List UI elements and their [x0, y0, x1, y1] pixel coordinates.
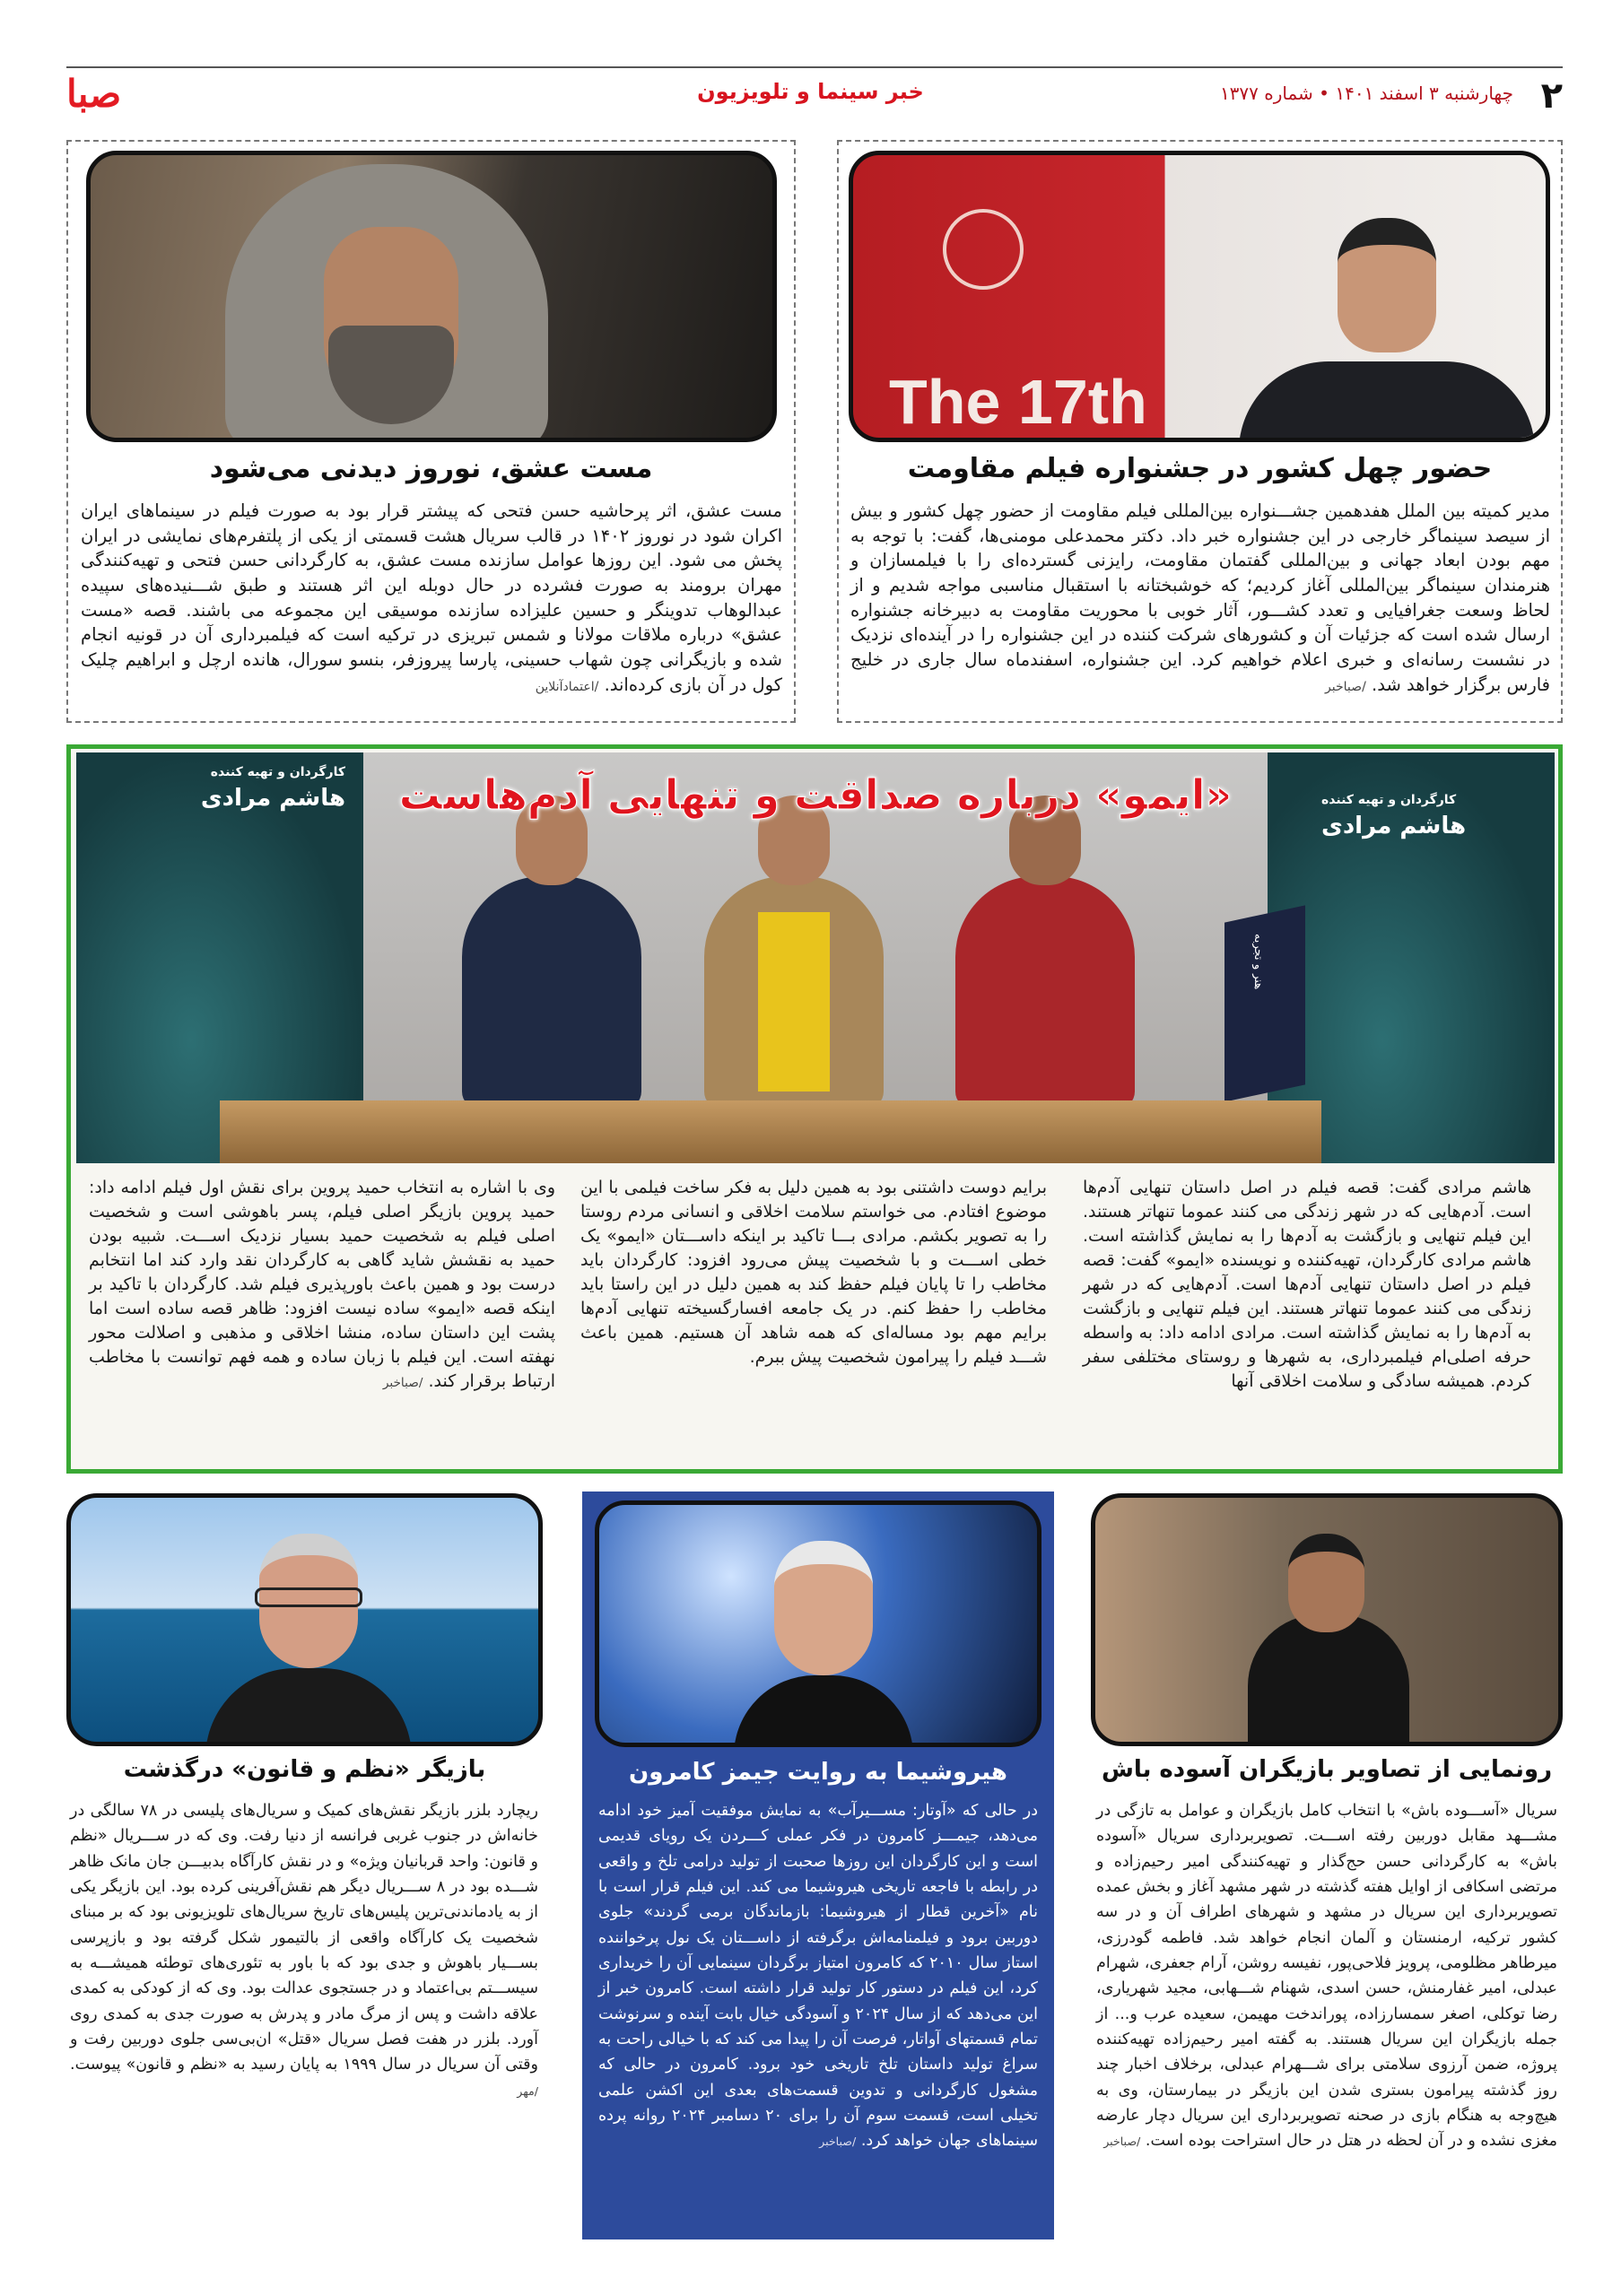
- banner-text: هنر و تجربه: [1251, 932, 1265, 991]
- photo-mast-eshgh-actor: [86, 151, 777, 442]
- header-rule: [66, 66, 1563, 68]
- source-tag: /صباخبر: [819, 2135, 857, 2149]
- yellow-sweater: [758, 912, 830, 1091]
- photo-festival-director: [849, 151, 1550, 442]
- body-asoodeh-bash: [1096, 1798, 1557, 2154]
- body-cameron: [598, 1798, 1038, 2154]
- art-experience-banner: [1224, 905, 1305, 1101]
- glasses-icon: [255, 1587, 362, 1607]
- actor-head: [1288, 1534, 1364, 1632]
- conference-table: [220, 1100, 1321, 1163]
- body-text: ریچارد بلزر بازیگر نقش‌های کمیک و سریال‌های پلیسی در ۷۸ سالگی در خانه‌اش در جنوب غربی فرانسه از دنیا رفت. وی که در ســـریال «نظم و قانون: واحد قربانیان ویژه» و در نقش کارآگاه بدبیـــن جان مانک ظاهر شـــده بود در ۸ ســـریال دیگر هم نقش‌آفرینی کرده بود. این بازیگر یکی از به یادماندنی‌ترین پلیس‌های تاریخ سریال‌های تلویزیونی بود که بر مبنای شخصیت یک کارآگاه واقعی از بالتیمور شکل گرفته بود و بازپرسی بســـیار باهوش و جدی بود که با باور به تئوری‌های توطئه همیشـــه به سیســـتم بی‌اعتماد و در جستجوی عدالت بود. وی که از کودکی به کمدی علاقه داشت و پس از مرگ مادر و پدرش به صورت جدی به کمدی روی آورد. بلزر در هفت فصل سریال «قتل» ان‌بی‌سی جلوی دوربین رفت و وقتی آن سریال در سال ۱۹۹۹ به پایان رسید به «نظم و قانون» پیوست.: [70, 1802, 538, 2074]
- poster-name: هاشم مرادی: [1321, 813, 1467, 839]
- photo-press-conference: [76, 752, 1555, 1163]
- issue-number: شماره ۱۳۷۷: [1219, 83, 1313, 104]
- body-text: سریال «آســـوده باش» با انتخاب کامل بازیگران و عوامل به تازگی در مشـــهد مقابل دوربین رفته اســـت. تصویربرداری سریال «آسوده باش» به کارگردانی حسن حج‌گذار و تهیه‌کنندگی امیر رحیم‌زاده و مرتضی اسکافی از اوایل هفته گذشته در شهر مشهد آغاز و بخش عمده تصویربرداری این سریال در مشهد و شهرهای اطراف آن و در سه کشور ترکیه، ارمنستان و آلمان انجام خواهد شد. فاطمه گودرزی، میرطاهر مظلومی، پرویز فلاحی‌پور، نفیسه روشن، آرام جعفری، شهرام عبدلی، امیر غفارمنش، حسن اسدی، شهنام شـــهابی، مجید شهریاری، رضا توکلی، اصغر سمسارزاده، پوراندخت مهیمن، سعیده عرب و... از جمله بازیگران این سریال هستند. به گفته امیر رحیم‌زاده تهیه‌کننده پروژه، ضمن آرزوی سلامتی برای شـــهرام عبدلی، برخلاف اخبار چند روز گذشته پیرامون بستری شدن این بازیگر در بیمارستان، وی به هیچ‌وجه به هنگام بازی در صحنه تصویربرداری این سریال دچار عارضه مغزی نشده و در آن لحظه در هتل در حال استراحت بوده است.: [1096, 1802, 1557, 2151]
- man-head: [1338, 218, 1436, 352]
- body-festival: [850, 499, 1550, 698]
- poster-name: هاشم مرادی: [200, 785, 345, 812]
- actor-jacket: [1248, 1614, 1409, 1746]
- headline-belzer: بازیگر «نظم و قانون» درگذشت: [123, 1756, 486, 1783]
- source-tag: /صباخبر: [382, 1375, 423, 1390]
- photo-james-cameron: [595, 1500, 1041, 1747]
- date: چهارشنبه ۳ اسفند ۱۴۰۱: [1335, 83, 1513, 104]
- feature-col-left: [89, 1176, 555, 1394]
- photo-richard-belzer: [66, 1493, 543, 1746]
- body-text: در حالی که «آوتار: مســـیرآب» به نمایش موفقیت آمیز خود ادامه می‌دهد، جیمـــز کامرون در فکر عملی کـــردن یک رویای قدیمی است و این کارگردان این روزها صحبت از تولید درامی تلخ و واقعی در رابطه با فاجعه تاریخی هیروشیما می کند. این فیلم قرار است با نام «آخرین قطار از هیروشیما: بازماندگان برمی گردند» جلوی دوربین برود و فیلمنامه‌اش برگرفته از داســـتان یک نول پرخواننده استاز سال ۲۰۱۰ که کامرون امتیاز برگردان سینمایی آن را خریداری کرد، این فیلم در دستور کار تولید قرار داشته است. کامرون خبر از این می‌دهد که از سال ۲۰۲۴ و آسودگی خیال بابت آینده و سرنوشت تمام قسمتهای آواتار، فرصت آن را پیدا می کند که با خیالی راحت به سراغ تولید داستان تلخ تاریخی خود برود. کامرون در حالی که مشغول کارگردانی و تدوین قسمت‌های بعدی این اکشن علمی تخیلی است، قسمت سوم آن را برای ۲۰ دسامبر ۲۰۲۴ روانه پرده سینماهای جهان خواهد کرد.: [598, 1802, 1038, 2151]
- cameron-suit: [734, 1675, 913, 1747]
- headline-asoodeh-bash: رونمایی از تصاویر بازیگران آسوده باش: [1101, 1756, 1553, 1783]
- person-right: [955, 876, 1135, 1109]
- person-middle: [704, 876, 884, 1109]
- source-tag: /مهر: [517, 2083, 538, 2098]
- feature-headline: «ایمو» درباره صداقت و تنهایی آدم‌هاست: [398, 770, 1233, 819]
- photo-caption-text: The 17th: [889, 367, 1147, 437]
- feature-article-emo: [66, 744, 1563, 1474]
- headline-cameron: هیروشیما به روایت جیمز کامرون: [629, 1759, 1007, 1786]
- section-title: خبر سینما و تلویزیون: [697, 79, 924, 104]
- headline-festival: حضور چهل کشور در جشنواره فیلم مقاومت: [907, 453, 1493, 484]
- poster-credit: کارگردان و تهیه کننده: [210, 765, 345, 779]
- headline-mast-eshgh: مست عشق، نوروز دیدنی می‌شود: [209, 453, 653, 484]
- photo-asoodeh-bash-actor: [1091, 1493, 1563, 1746]
- belzer-suit: [205, 1668, 412, 1746]
- dateline: چهارشنبه ۳ اسفند ۱۴۰۱ • شماره ۱۳۷۷: [1219, 83, 1513, 104]
- poster-credit: کارگردان و تهیه کننده: [1321, 793, 1457, 807]
- body-belzer: [70, 1798, 538, 2103]
- body-mast-eshgh: [81, 499, 782, 698]
- page-number: ۲: [1540, 75, 1563, 117]
- newspaper-logo: صبا: [66, 72, 122, 116]
- feature-col-middle: برایم دوست داشتنی بود به همین دلیل به فکر ساخت فیلمی با این موضوع افتادم. می خواستم سلامت اخلاقی و انسانی مردم روستا را به تصویر بکشم. مرادی بـــا تاکید بر اینکه داســـتان «ایمو» یک خطی اســـت و با شخصیت پیش می‌رود افزود: کارگردان باید مخاطب را تا پایان فیلم حفظ کند به همین دلیل در این راستا باید مخاطب را حفظ کنم. در یک جامعه افسارگسیخته تنهایی آدم‌ها برایم مهم بود مساله‌ای که همه شاهد آن هستیم. همین باعث شـــد فیلم را پیرامون شخصیت پیش ببرم.: [580, 1178, 1047, 1367]
- source-tag: /اعتمادآنلاین: [535, 679, 599, 694]
- festival-emblem-icon: [943, 209, 1024, 290]
- body-text: وی با اشاره به انتخاب حمید پروین برای نقش اول فیلم ادامه داد: حمید پروین بازیگر اصلی فیلم، پسر باهوشی است و شخصیت اصلی فیلم به شخصیت حمید بسیار نزدیک اســـت. شبیه بودن حمید به نقشش شاید گاهی به کارگردان نقد وارد کند اما انتخابم درست بود و همین باعث باورپذیری فیلم شد. کارگردان با تاکید بر اینکه قصه «ایمو» ساده نیست افزود: ظاهر قصه ساده است اما پشت این داستان ساده، منشا اخلاقی و مذهبی و اصلالت محور نهفته است. این فیلم با زبان ساده و همه فهم توانست با مخاطب ارتباط برقرار کند.: [89, 1178, 555, 1391]
- body-text: مست عشق، اثر پرحاشیه حسن فتحی که پیشتر قرار بود به صورت فیلم در سینماهای ایران اکران شود در نوروز ۱۴۰۲ در قالب سریال هشت قسمتی از یکی از پلتفرم‌های نمایشی در ایران پخش می شود. این روزها عوامل سازنده مست عشق، به کارگردانی حسن فتحی و تهیه‌کنندگی مهران برومند به صورت فشرده در حال دوبله این اثر هستند و طبق شـــنیده‌های سپیده عبدالوهاب تدوینگر و حسین علیزاده سازنده موسیقی این مجموعه می باشند. قصه «مست عشق» درباره ملاقات مولانا و شمس تبریزی در ترکیه است که فیلمبرداری آن در قونیه انجام شده و بازیگرانی چون شهاب حسینی، پارسا پیروزفر، بنسو سورال، هانده ارچل و ابراهیم چلیک کول در آن بازی کرده‌اند.: [81, 500, 782, 695]
- source-tag: /صباخبر: [1325, 679, 1366, 694]
- feature-col-right: هاشم مرادی گفت: قصه فیلم در اصل داستان تنهایی آدم‌ها است. آدم‌هایی که در شهر زندگی می کنند عموما تنهاتر هستند. این فیلم تنهایی و بازگشت به آدم‌ها را به نمایش گذاشته است. هاشم مرادی کارگردان، تهیه‌کننده و نویسنده «ایمو» گفت: قصه فیلم در اصل داستان تنهایی آدم‌ها است. آدم‌هایی که در شهر زندگی می کنند عموما تنهاتر هستند. این فیلم تنهایی و بازگشت به آدم‌ها را به نمایش گذاشته است. مرادی ادامه داد: به واسطه حرفه اصلی‌ام فیلمبرداری، به شهرها و روستای مختلفی سفر کردم. همیشه سادگی و سلامت اخلاقی آنها: [1083, 1178, 1531, 1391]
- article-cameron: [582, 1492, 1054, 2239]
- cameron-head: [774, 1541, 873, 1675]
- person-left: [462, 876, 641, 1109]
- man-suit: [1239, 361, 1535, 442]
- source-tag: /صباخبر: [1103, 2135, 1141, 2149]
- body-text: مدیر کمیته بین الملل هفدهمین جشـــنواره بین‌المللی فیلم مقاومت از حضور چهل کشور و بیش از سیصد سینماگر خارجی در این جشنواره خبر داد. دکتر محمدعلی مومنی‌ها، گفت: با توجه به مهم بودن ابعاد جهانی و بین‌المللی گفتمان مقاومت، رایزنی گسترده‌ای را با فیلمسازان و هنرمندان سینماگر بین‌المللی آغاز کردیم؛ که خوشبختانه با استقبال مناسبی مواجه شدیم و از لحاظ وسعت جغرافیایی و تعدد کشـــور، آثار خوبی با محوریت مقاومت به دبیرخانه جشنواره ارسال شده است که جزئیات آن و کشورهای شرکت کننده در این جشنواره را در آینده‌ای نزدیک در نشست رسانه‌ای و خبری اعلام خواهیم کرد. این جشنواره، اسفندماه سال جاری در خلیج فارس برگزار خواهد شد.: [850, 500, 1550, 695]
